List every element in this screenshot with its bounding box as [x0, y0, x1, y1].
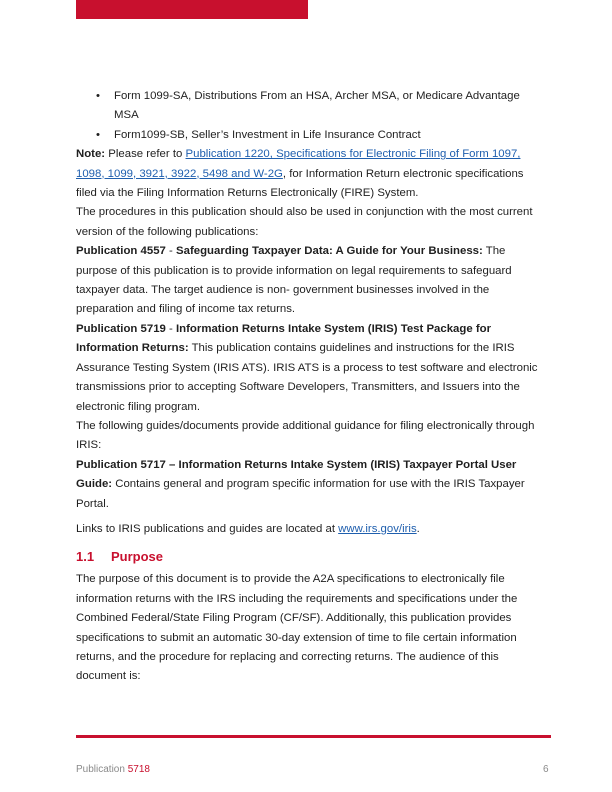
footer-publication [76, 764, 150, 775]
procedures-paragraph: The procedures in this publication should also be used in conjunction with the most current version of the following publications: [76, 206, 533, 238]
publication-5717-paragraph [76, 456, 546, 514]
section-heading [76, 547, 546, 567]
publication-4557-paragraph [76, 242, 546, 320]
publication-5717-title: Publication 5717 – Information Returns Intake System (IRIS) Taxpayer Portal User Guide: [76, 458, 517, 491]
footer-rule [76, 735, 551, 738]
list-item: • Form 1099-SA, Distributions From an HSA, Archer MSA, or Medicare Advantage MSA [76, 87, 546, 126]
note-label: Note: [76, 148, 106, 161]
footer-label: Publication [76, 764, 128, 775]
separator: - [165, 322, 177, 335]
irs-iris-link[interactable]: www.irs.gov/iris [338, 522, 417, 535]
footer-publication-number: 5718 [127, 764, 150, 775]
links-text-after: . [416, 522, 420, 535]
links-paragraph [76, 520, 546, 539]
separator: - [165, 245, 177, 258]
document-body [76, 87, 546, 687]
note-paragraph [76, 145, 546, 203]
page-number: 6 [543, 764, 549, 775]
form-list [76, 87, 546, 145]
links-text: Links to IRIS publications and guides are located at [76, 522, 339, 535]
purpose-paragraph: The purpose of this document is to provide the A2A specifications to electronically file information returns with the IRS including the requirements and specifications under the Combined Federal/State Filing Program (CF/SF). Additionally, this publication provides specifications to submit an automatic 30-day extension of time to file certain information returns, and the procedure for replacing and correcting returns. The audience of this document is: [76, 573, 518, 683]
publication-5719-subtitle: Information Returns Intake System (IRIS) Test Package for Information Returns: [76, 322, 492, 355]
guides-intro-paragraph: The following guides/documents provide additional guidance for filing electronically through IRIS: [76, 419, 535, 452]
publication-5719-text: This publication contains guidelines and instructions for the IRIS Assurance Testing System (IRIS ATS). IRIS ATS is a process to test software and electronic transmissions prior to accepting Software Developers, Transmitters, and Issuers into the electronic filing program. [76, 342, 538, 413]
publication-4557-text: The purpose of this publication is to provide information on legal requirements to safeguard taxpayer data. The target audience is non- government businesses involved in the preparation and filing of income tax returns. [76, 245, 512, 316]
publication-5719-paragraph [76, 320, 546, 417]
publication-4557-subtitle: Safeguarding Taxpayer Data: A Guide for Your Business: [176, 245, 483, 258]
section-title: Purpose [111, 549, 164, 565]
publication-1220-link[interactable]: Publication 1220, Specifications for Electronic Filing of Form 1097, 1098, 1099, 3921, 3922, 5498 and W-2G [76, 148, 521, 180]
publication-4557-title: Publication 4557 [76, 245, 166, 258]
publication-5717-text: Contains general and program specific information for use with the IRIS Taxpayer Portal. [76, 478, 525, 510]
header-accent-bar [76, 0, 308, 19]
publication-5719-title: Publication 5719 [76, 322, 166, 335]
list-item: • Form1099-SB, Seller’s Investment in Life Insurance Contract [76, 126, 546, 145]
note-text-after: , for Information Return electronic specifications filed via the Filing Information Returns Electronically (FIRE) System. [76, 167, 524, 200]
note-text-before: Please refer to [105, 148, 186, 161]
section-number: 1.1 [76, 549, 95, 565]
